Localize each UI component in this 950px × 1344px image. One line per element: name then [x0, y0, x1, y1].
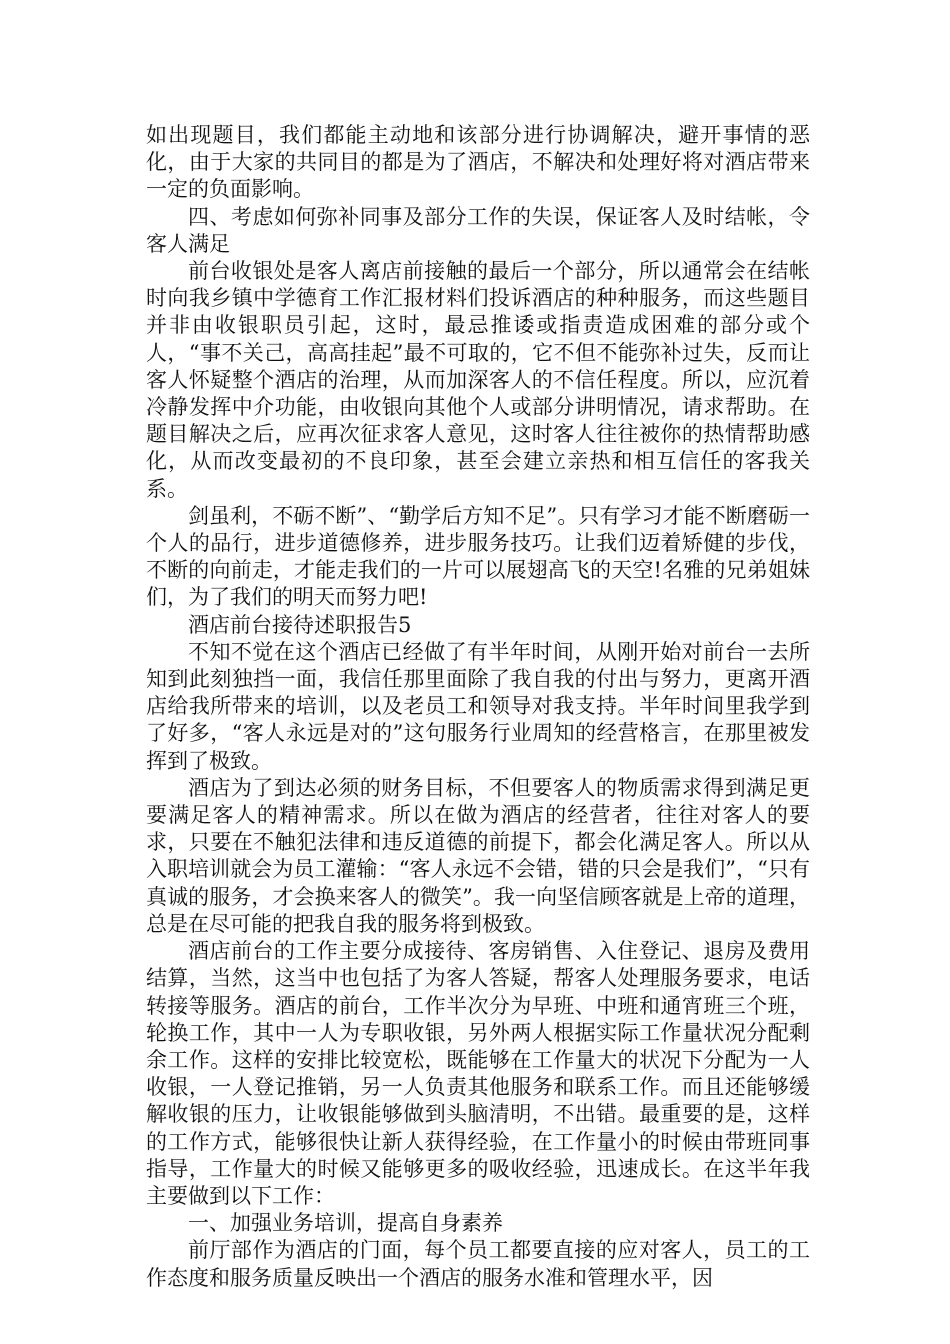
- paragraph-6: 不知不觉在这个酒店已经做了有半年时间，从刚开始对前台一去所知到此刻独挡一面，我信任那里面除了我自我的付出与努力，更离开酒店给我所带来的培训，以及老员工和领导对我支持。半年时间里我学到了好多，“客人永远是对的”这句服务行业周知的经营格言，在那里被发挥到了极致。: [146, 639, 810, 773]
- report-title: 酒店前台接待述职报告5: [188, 612, 412, 637]
- section-heading-1: 一、加强业务培训，提高自身素养: [188, 1211, 503, 1236]
- paragraph-7: 酒店为了到达必须的财务目标，不但要客人的物质需求得到满足更要满足客人的精神需求。所以在做为酒店的经营者，往往对客人的要求，只要在不触犯法律和违反道德的前提下，都会化满足客人。所以从入职培训就会为员工灌输：“客人永远不会错，错的只会是我们”，“只有真诚的服务，才会换来客人的微笑”。我一向坚信顾客就是上帝的道理，总是在尽可能的把我自我的服务将到极致。: [146, 775, 810, 936]
- paragraph-2-heading: 四、考虑如何弥补同事及部分工作的失误，保证客人及时结帐，令客人满足: [146, 204, 810, 256]
- paragraph-3: 前台收银处是客人离店前接触的最后一个部分，所以通常会在结帐时向我乡镇中学德育工作汇报材料们投诉酒店的种种服务，而这些题目并非由收银职员引起，这时，最忌推诿或指责造成困难的部分或个人，“事不关己，高高挂起”最不可取的，它不但不能弥补过失，反而让客人怀疑整个酒店的治理，从而加深客人的不信任程度。所以，应沉着冷静发挥中介功能，由收银向其他个人或部分讲明情况，请求帮助。在题目解决之后，应再次征求客人意见，这时客人往往被你的热情帮助感化，从而改变最初的不良印象，甚至会建立亲热和相互信任的客我关系。: [146, 259, 810, 501]
- paragraph-10: 前厅部作为酒店的门面，每个员工都要直接的应对客人，员工的工作态度和服务质量反映出一个酒店的服务水准和管理水平，因: [146, 1238, 810, 1290]
- paragraph-1: 如出现题目，我们都能主动地和该部分进行协调解决，避开事情的恶化，由于大家的共同目的都是为了酒店，不解决和处理好将对酒店带来一定的负面影响。: [146, 123, 810, 202]
- paragraph-8: 酒店前台的工作主要分成接待、客房销售、入住登记、退房及费用结算，当然，这当中也包括了为客人答疑，帮客人处理服务要求，电话转接等服务。酒店的前台，工作半次分为早班、中班和通宵班三个班，轮换工作，其中一人为专职收银，另外两人根据实际工作量状况分配剩余工作。这样的安排比较宽松，既能够在工作量大的状况下分配为一人收银，一人登记推销，另一人负责其他服务和联系工作。而且还能够缓解收银的压力，让收银能够做到头脑清明，不出错。最重要的是，这样的工作方式，能够很快让新人获得经验，在工作量小的时候由带班同事指导，工作量大的时候又能够更多的吸收经验，迅速成长。在这半年我主要做到以下工作：: [146, 939, 810, 1208]
- document-body: [146, 122, 810, 1292]
- paragraph-4: 剑虽利，不砺不断”、“勤学后方知不足”。只有学习才能不断磨砺一个人的品行，进步道德修养，进步服务技巧。让我们迈着矫健的步伐，不断的向前走，才能走我们的一片可以展翅高飞的天空!名雅的兄弟姐妹们，为了我们的明天而努力吧!: [146, 503, 810, 610]
